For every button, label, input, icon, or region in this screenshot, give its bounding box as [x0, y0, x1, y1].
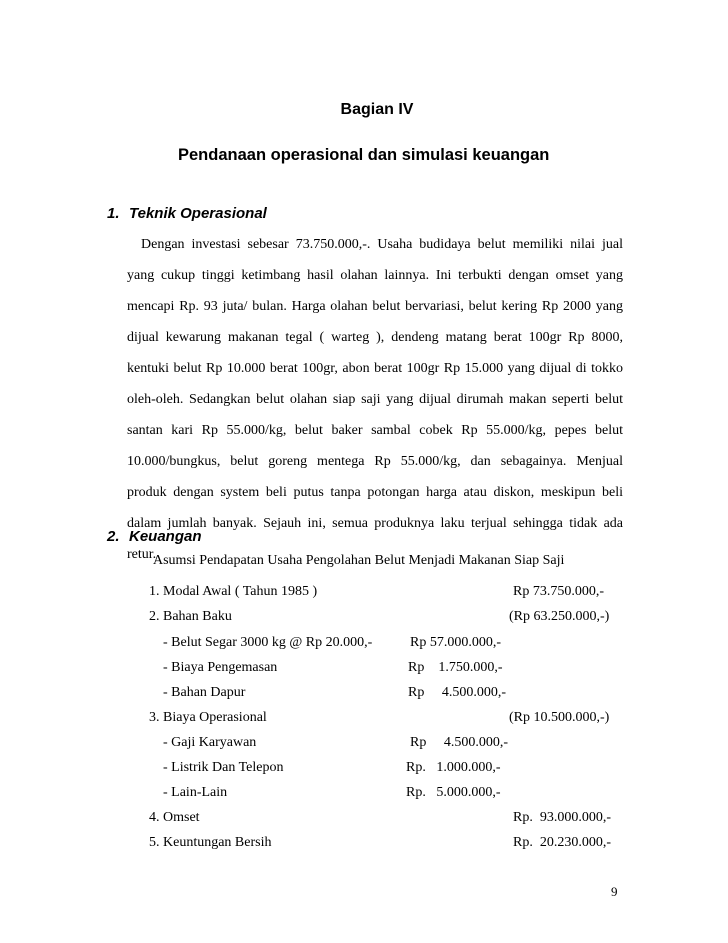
- finance-sub-label: - Lain-Lain: [163, 785, 228, 800]
- finance-sub-label: - Biaya Pengemasan: [163, 660, 278, 675]
- page-title: Bagian IV: [340, 101, 414, 118]
- paragraph-line: retur.: [127, 547, 157, 562]
- paragraph-line: santan kari Rp 55.000/kg, belut baker sambal cobek Rp 55.000/kg, pepes belut: [127, 423, 623, 438]
- finance-sub-value: Rp. 5.000.000,-: [406, 785, 501, 800]
- finance-total: (Rp 10.500.000,-): [509, 710, 610, 725]
- page-subtitle: Pendanaan operasional dan simulasi keuangan: [178, 146, 550, 164]
- page-number: 9: [611, 884, 618, 899]
- finance-sub-label: - Bahan Dapur: [163, 685, 246, 700]
- finance-total: Rp. 20.230.000,-: [513, 835, 611, 850]
- section-1-heading: Teknik Operasional: [129, 205, 267, 222]
- finance-label: 3. Biaya Operasional: [149, 710, 267, 725]
- section-2-heading: Keuangan: [129, 528, 202, 545]
- finance-sub-label: - Listrik Dan Telepon: [163, 760, 284, 775]
- section-2-number: 2.: [107, 528, 120, 545]
- finance-label: 1. Modal Awal ( Tahun 1985 ): [149, 584, 318, 599]
- finance-sub-value: Rp. 1.000.000,-: [406, 760, 501, 775]
- finance-sub-label: - Belut Segar 3000 kg @ Rp 20.000,-: [163, 635, 373, 650]
- section-1-number: 1.: [107, 205, 120, 222]
- paragraph-line: 10.000/bungkus, belut goreng mentega Rp 55.000/kg, dan sebagainya. Menjual: [127, 454, 623, 469]
- finance-total: Rp 73.750.000,-: [513, 584, 604, 599]
- finance-total: (Rp 63.250.000,-): [509, 609, 610, 624]
- paragraph-line: mencapi Rp. 93 juta/ bulan. Harga olahan belut bervariasi, belut kering Rp 2000 yang: [127, 299, 623, 314]
- finance-intro: Asumsi Pendapatan Usaha Pengolahan Belut Menjadi Makanan Siap Saji: [153, 553, 565, 568]
- paragraph-line: kentuki belut Rp 10.000 berat 100gr, abon berat 100gr Rp 15.000 yang dijual di tokko: [127, 361, 623, 376]
- finance-total: Rp. 93.000.000,-: [513, 810, 611, 825]
- finance-label: 2. Bahan Baku: [149, 609, 232, 624]
- paragraph-line: yang cukup tinggi ketimbang hasil olahan lainnya. Ini terbukti dengan omset yang: [127, 268, 623, 283]
- paragraph-line: dalam jumlah banyak. Sejauh ini, semua produknya laku terjual sehingga tidak ada: [127, 516, 623, 531]
- paragraph-line: Dengan investasi sebesar 73.750.000,-. Usaha budidaya belut memiliki nilai jual: [141, 237, 623, 252]
- finance-label: 5. Keuntungan Bersih: [149, 835, 272, 850]
- section-1-paragraph: [127, 233, 623, 574]
- finance-sub-label: - Gaji Karyawan: [163, 735, 257, 750]
- paragraph-line: oleh-oleh. Sedangkan belut olahan siap saji yang dijual dirumah makan seperti belut: [127, 392, 623, 407]
- finance-sub-value: Rp 4.500.000,-: [410, 735, 508, 750]
- paragraph-line: dijual kewarung makanan tegal ( warteg ), dendeng matang berat 100gr Rp 8000,: [127, 330, 623, 345]
- finance-label: 4. Omset: [149, 810, 200, 825]
- paragraph-line: produk dengan system beli putus tanpa potongan harga atau diskon, meskipun beli: [127, 485, 623, 500]
- finance-sub-value: Rp 4.500.000,-: [408, 685, 506, 700]
- finance-sub-value: Rp 57.000.000,-: [410, 635, 501, 650]
- finance-sub-value: Rp 1.750.000,-: [408, 660, 503, 675]
